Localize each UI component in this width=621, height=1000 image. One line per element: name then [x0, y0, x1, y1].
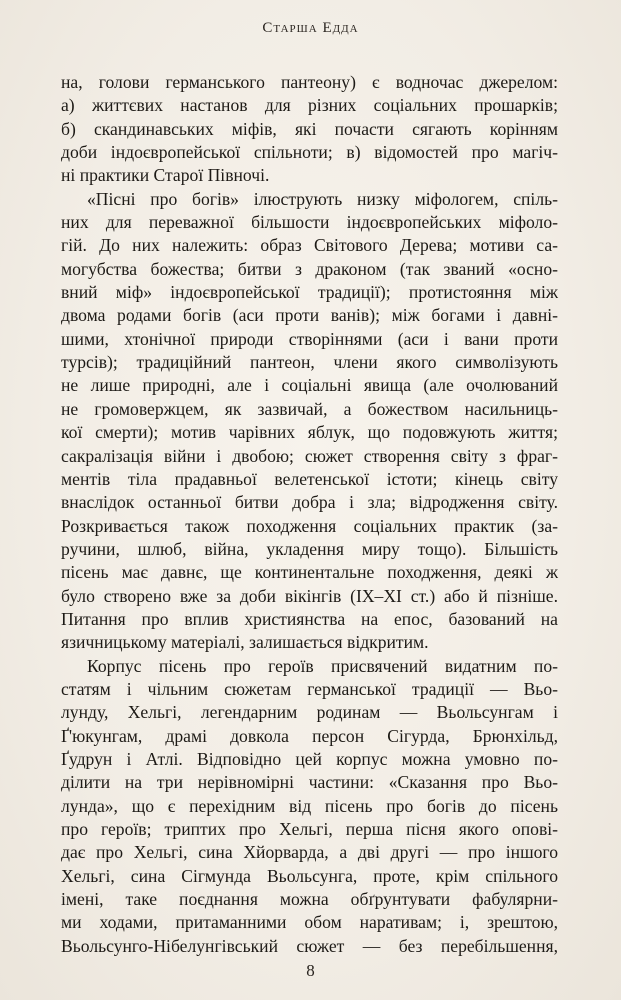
text-line: було створено вже за доби вікінгів (IX–XI ст.) або й пізніше. — [61, 585, 558, 606]
text-line: б) скандинавських міфів, які почасти сягають корінням — [61, 118, 558, 139]
text-line: шими, хтонічної природи створіннями (аси і вани проти — [61, 328, 558, 349]
running-head: Старша Едда — [262, 20, 359, 36]
text-line: Ґ'юкунгам, драмі довкола персон Сігурда, Брюнхільд, — [61, 725, 558, 746]
text-line: Ґудрун і Атлі. Відповідно цей корпус можна умовно по- — [61, 748, 558, 769]
text-line: ділити на три нерівномірні частини: «Сказання про Вьо- — [61, 772, 558, 793]
text-line: Розкривається також походження соціальних практик (за- — [61, 515, 558, 536]
text-line: про героїв; триптих про Хельгі, перша пісня якого опові- — [61, 819, 558, 839]
text-line: ми ходами, притаманними обом наративам; і, зрештою, — [61, 912, 558, 933]
text-line: а) життєвих настанов для різних соціальних прошарків; — [61, 95, 558, 116]
text-line: лунду, Хельгі, легендарним родинам — Вьольсунгам і — [61, 702, 558, 723]
text-line: турсів); традиційний пантеон, члени якого символізують — [61, 352, 558, 373]
text-line: не лише природні, але і соціальні явища (але очолюваний — [61, 375, 558, 396]
text-line: ментів тіла прадавньої велетенської істоти; кінець світу — [61, 468, 558, 489]
text-line: лунда», що є перехідним від пісень про богів до пісень — [61, 795, 558, 816]
text-line: ручини, шлюб, війна, укладення миру тощо). Більшість — [61, 538, 558, 559]
text-line: пісень має давнє, ще континентальне походження, деякі ж — [61, 562, 558, 583]
text-line: язичницькому матеріалі, залишається відкритим. — [61, 632, 429, 653]
text-line: «Пісні про богів» ілюструють низку міфологем, спіль- — [87, 188, 558, 209]
text-line: вний міф» індоєвропейської традиції); протистояння між — [61, 282, 558, 303]
text-line: не громовержцем, як зазвичай, а божеством насильниць- — [61, 398, 558, 419]
text-line: імені, таке поєднання можна обґрунтувати фабулярни- — [61, 889, 558, 910]
body-text — [61, 71, 558, 958]
text-line: гій. До них належить: образ Світового Дерева; мотиви са- — [61, 235, 558, 256]
text-line: них для переважної більшости індоєвропейських міфоло- — [61, 212, 558, 233]
text-line: статям і чільним сюжетам германської традиції — Вьо- — [61, 678, 558, 699]
text-line: Вьольсунго-Нібелунгівський сюжет — без перебільшення, — [61, 935, 558, 956]
text-line: Питання про вплив християнства на епос, базований на — [61, 608, 558, 629]
text-line: могубства божества; битви з драконом (так званий «осно- — [61, 258, 558, 279]
page-number: 8 — [306, 961, 315, 980]
text-line: на, голови германського пантеону) є водночас джерелом: — [61, 72, 558, 92]
text-line: Хельгі, сина Сігмунда Вьольсунга, проте, крім спільного — [61, 865, 558, 886]
text-line: сакралізація війни і двобою; сюжет створення світу з фраг- — [61, 445, 558, 466]
text-line: Корпус пісень про героїв присвячений видатним по- — [87, 655, 558, 676]
text-line: двома родами богів (аси проти ванів); між богами і давні- — [61, 305, 558, 326]
text-line: ні практики Старої Півночі. — [61, 165, 270, 186]
text-line: доби індоєвропейської спільноти; в) відомостей про магіч- — [61, 142, 558, 163]
text-line: кої смерти); мотив чарівних яблук, що подовжують життя; — [61, 422, 558, 443]
text-line: внаслідок останньої битви добра і зла; відродження світу. — [61, 492, 558, 513]
text-line: дає про Хельгі, сина Хйорварда, а дві другі — про іншого — [61, 842, 558, 863]
